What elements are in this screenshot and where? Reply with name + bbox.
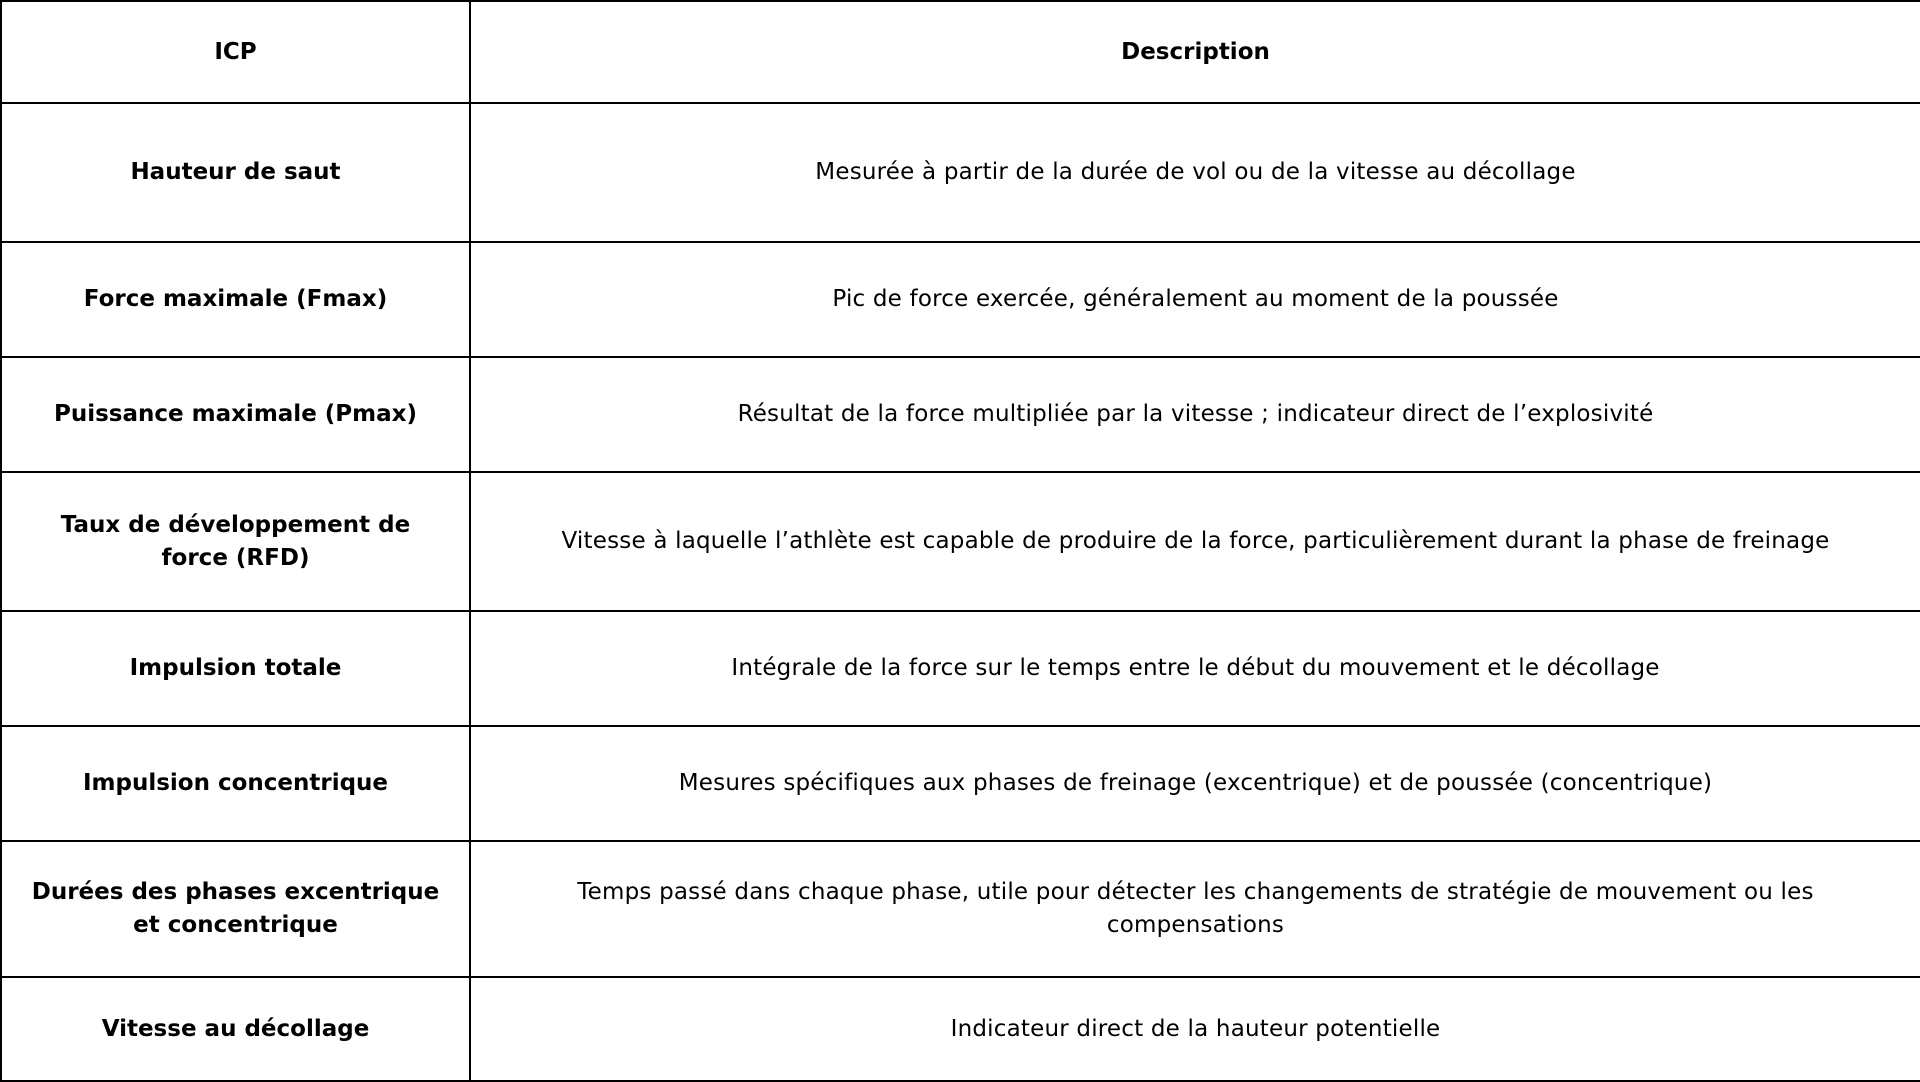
description-cell: Mesures spécifiques aux phases de freinage (excentrique) et de poussée (concentrique) — [470, 726, 1920, 841]
icp-cell: Impulsion totale — [1, 611, 470, 726]
description-cell: Vitesse à laquelle l’athlète est capable de produire de la force, particulièrement durant la phase de freinage — [470, 472, 1920, 611]
description-cell: Indicateur direct de la hauteur potentielle — [470, 977, 1920, 1081]
header-icp: ICP — [1, 1, 470, 103]
icp-cell: Vitesse au décollage — [1, 977, 470, 1081]
table-row — [1, 472, 1920, 611]
icp-cell: Hauteur de saut — [1, 103, 470, 242]
description-cell: Pic de force exercée, généralement au moment de la poussée — [470, 242, 1920, 357]
icp-cell: Durées des phases excentrique et concentrique — [1, 841, 470, 977]
description-cell: Mesurée à partir de la durée de vol ou de la vitesse au décollage — [470, 103, 1920, 242]
icp-cell: Impulsion concentrique — [1, 726, 470, 841]
table-header-row — [1, 1, 1920, 103]
table-row — [1, 841, 1920, 977]
table-row — [1, 726, 1920, 841]
table-row — [1, 242, 1920, 357]
table-row — [1, 611, 1920, 726]
description-cell: Temps passé dans chaque phase, utile pour détecter les changements de stratégie de mouvement ou les compensations — [470, 841, 1920, 977]
table-row — [1, 357, 1920, 472]
table-row — [1, 977, 1920, 1081]
table-row — [1, 103, 1920, 242]
description-cell: Intégrale de la force sur le temps entre le début du mouvement et le décollage — [470, 611, 1920, 726]
header-description: Description — [470, 1, 1920, 103]
icp-cell: Puissance maximale (Pmax) — [1, 357, 470, 472]
icp-cell: Force maximale (Fmax) — [1, 242, 470, 357]
icp-cell: Taux de développement de force (RFD) — [1, 472, 470, 611]
description-cell: Résultat de la force multipliée par la vitesse ; indicateur direct de l’explosivité — [470, 357, 1920, 472]
